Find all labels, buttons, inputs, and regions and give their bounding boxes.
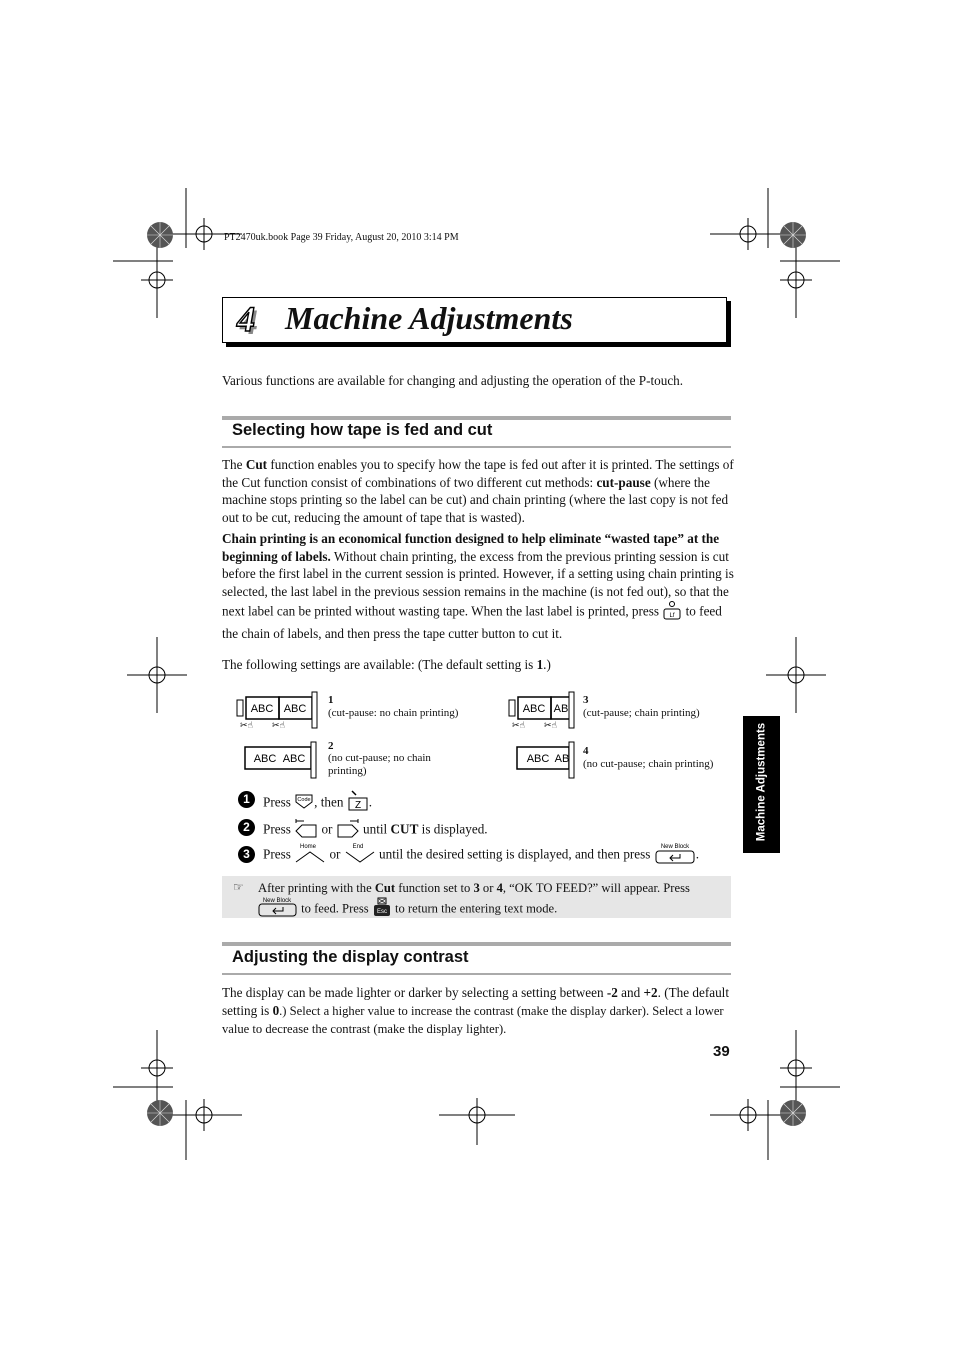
left-arrow-key-icon: [294, 818, 318, 843]
option-4-tape-b: AB: [554, 753, 570, 765]
step-2-number: 2: [238, 819, 255, 836]
pointing-hand-icon: ☞: [233, 880, 244, 894]
end-down-key-icon: [344, 842, 376, 869]
escape-key-icon: [372, 897, 392, 922]
new-block-enter-key-icon: [258, 897, 298, 922]
chapter-title: Machine Adjustments: [285, 300, 573, 336]
paragraph-cut-function: The Cut function enables you to specify how the tape is fed out after it is printed. The settings of the Cut function consist of combinations of two different cut methods: cut-pause (where the machine stops printing so the label can be cut) and chain printing (where the last copy is not fed out to be cut, reducing the amount of tape that is wasted).: [222, 457, 734, 525]
header-stamp: PT2470uk.book Page 39 Friday, August 20, 2010 3:14 PM: [224, 232, 459, 243]
option-3-illustration: [508, 690, 578, 732]
side-tab: [743, 716, 780, 853]
option-1-desc: (cut-pause: no chain printing): [328, 707, 459, 719]
option-4-illustration: [516, 740, 578, 780]
step-3-number: 3: [238, 846, 255, 863]
intro-paragraph: Various functions are available for changing and adjusting the operation of the P-touch.: [222, 373, 684, 388]
section-divider: [222, 446, 731, 448]
feed-key-icon: [662, 600, 682, 625]
option-2-tape-a: ABC: [253, 753, 277, 765]
paragraph-settings: The following settings are available: (The default setting is 1.): [222, 657, 551, 672]
section-title-contrast: Adjusting the display contrast: [232, 948, 469, 966]
z-key-icon: [347, 790, 369, 817]
option-4-number: 4: [583, 745, 589, 757]
option-1-illustration: [236, 690, 320, 732]
right-arrow-key-icon: [336, 818, 360, 843]
new-block-enter-key-icon: [654, 842, 696, 869]
chapter-heading: [222, 297, 727, 343]
svg-text:Esc: Esc: [376, 909, 387, 915]
section-divider: [222, 973, 731, 975]
svg-text:✂☝: ✂☝: [544, 721, 558, 731]
svg-text:Code: Code: [297, 797, 311, 803]
paragraph-contrast: The display can be made lighter or darker by selecting a setting between -2 and +2. (The default setting is 0.) Select a higher value to increase the contrast (make the display darker). Select a lower value to decrease the contrast (make the display lighter).: [222, 985, 730, 1037]
svg-text:End: End: [352, 844, 364, 850]
step-1-number: 1: [238, 791, 255, 808]
svg-text:New Block: New Block: [660, 844, 689, 850]
page-number: 39: [713, 1043, 730, 1060]
option-2-number: 2: [328, 740, 334, 752]
svg-text:✂☝: ✂☝: [512, 721, 526, 731]
svg-text:✂☝: ✂☝: [240, 721, 254, 731]
option-1-number: 1: [328, 694, 334, 706]
svg-text:Home: Home: [300, 844, 317, 850]
svg-text:Z: Z: [354, 800, 361, 811]
svg-text:Lf: Lf: [669, 613, 675, 620]
option-4-desc: (no cut-pause; chain printing): [583, 758, 714, 770]
step-3-text: Press Home or End until the desired setting is displayed, and then press New Block .: [263, 842, 743, 869]
code-key-icon: [294, 792, 314, 815]
option-3-tape-a: ABC: [522, 703, 546, 715]
section-title-cut: Selecting how tape is fed and cut: [232, 421, 493, 439]
svg-text:✂☝: ✂☝: [272, 721, 286, 731]
option-1-tape-a: ABC: [250, 703, 274, 715]
option-2-tape-b: ABC: [282, 753, 306, 765]
step-1-text: Press Code , then Z .: [263, 790, 733, 817]
chapter-number: 4: [237, 299, 255, 339]
section-divider: [222, 416, 731, 420]
option-1-tape-b: ABC: [283, 703, 307, 715]
option-2-illustration: [244, 740, 320, 780]
home-up-key-icon: [294, 842, 326, 869]
option-3-tape-b: AB: [553, 703, 569, 715]
step-2-text: Press or until CUT is displayed.: [263, 818, 733, 843]
svg-text:New Block: New Block: [262, 898, 292, 904]
option-3-desc: (cut-pause; chain printing): [583, 707, 700, 719]
note-text: After printing with the Cut function set to 3 or 4, “OK TO FEED?” will appear. Press New Block to feed. Press Esc to return the entering text mode.: [258, 880, 726, 922]
option-3-number: 3: [583, 694, 589, 706]
option-2-desc: (no cut-pause; no chain printing): [328, 752, 431, 777]
section-divider: [222, 942, 731, 946]
side-tab-label: Machine Adjustments: [755, 722, 768, 842]
paragraph-chain-printing: Chain printing is an economical function designed to help eliminate “wasted tape” at the beginning of labels. Without chain printing, the excess from the previous printing session is cut before the first label in the current session is printed. However, if a setting using chain printing is selected, the last label in the previous session remains in the machine (is not fed out), so that the next label can be printed without wasting tape. When the last label is printed, press Lf to feed the chain of labels, and then press the tape cutter button to cut it.: [222, 531, 734, 641]
option-4-tape-a: ABC: [526, 753, 550, 765]
